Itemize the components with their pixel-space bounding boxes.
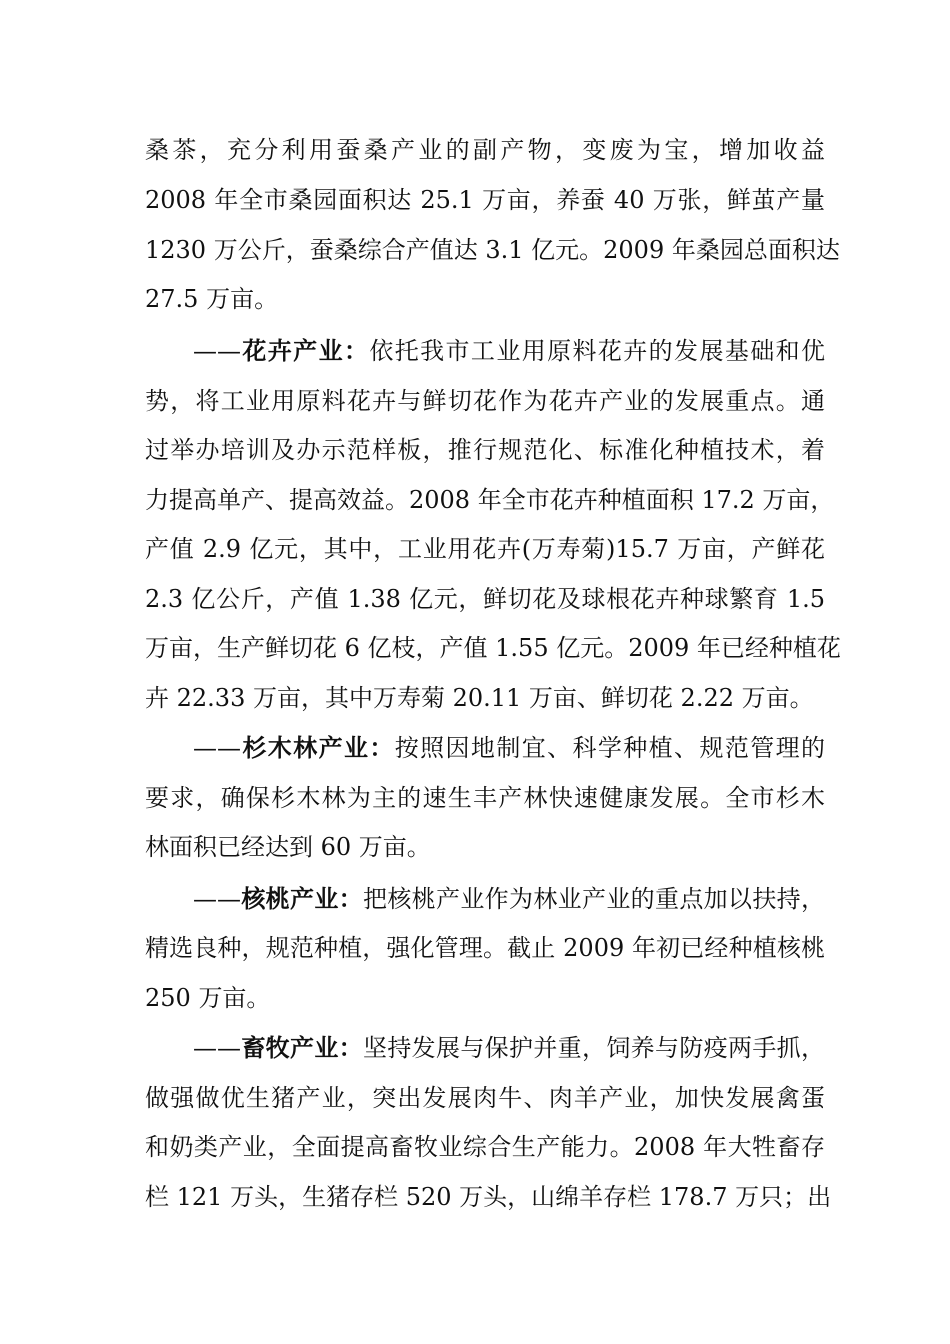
section-heading-walnut (193, 874, 825, 924)
heading-dash: —— (193, 885, 241, 913)
text-line: 过举办培训及办示范样板，推行规范化、标准化种植技术，着 (145, 436, 825, 464)
text-line: 2008 年全市桑园面积达 25.1 万亩，养蚕 40 万张，鲜茧产量 (145, 186, 825, 214)
section-heading-fir (193, 723, 825, 773)
heading-text: 按照因地制宜、科学种植、规范管理的 (394, 734, 826, 762)
heading-text: 坚持发展与保护并重，饲养与防疫两手抓， (363, 1034, 825, 1062)
heading-title: 核桃产业： (241, 884, 363, 913)
text-line: 精选良种，规范种植，强化管理。截止 2009 年初已经种植核桃 (145, 934, 825, 962)
heading-dash: —— (193, 734, 241, 762)
heading-dash: —— (193, 1034, 241, 1062)
text-line: 力提高单产、提高效益。2008 年全市花卉种植面积 17.2 万亩， (145, 486, 835, 514)
text-line: 栏 121 万头，生猪存栏 520 万头，山绵羊存栏 178.7 万只；出 (145, 1183, 832, 1211)
heading-dash: —— (193, 337, 241, 365)
text-line: 林面积已经达到 60 万亩。 (145, 833, 431, 861)
heading-title: 畜牧产业： (241, 1033, 363, 1062)
text-line: 做强做优生猪产业，突出发展肉牛、肉羊产业，加快发展禽蛋 (145, 1084, 825, 1112)
text-line: 1230 万公斤，蚕桑综合产值达 3.1 亿元。2009 年桑园总面积达 (145, 236, 840, 264)
heading-title: 花卉产业： (241, 336, 370, 365)
heading-title: 杉木林产业： (241, 733, 395, 762)
text-line: 2.3 亿公斤，产值 1.38 亿元，鲜切花及球根花卉种球繁育 1.5 (145, 585, 825, 613)
text-line: 27.5 万亩。 (145, 285, 279, 313)
text-line: 桑茶，充分利用蚕桑产业的副产物，变废为宝，增加收益 (145, 136, 825, 164)
text-line: 卉 22.33 万亩，其中万寿菊 20.11 万亩、鲜切花 2.22 万亩。 (145, 684, 814, 712)
text-line: 和奶类产业，全面提高畜牧业综合生产能力。2008 年大牲畜存 (145, 1133, 825, 1161)
text-line: 250 万亩。 (145, 984, 271, 1012)
text-line: 产值 2.9 亿元，其中，工业用花卉(万寿菊)15.7 万亩，产鲜花 (145, 535, 825, 563)
heading-text: 把核桃产业作为林业产业的重点加以扶持， (363, 885, 825, 913)
section-heading-flowers (193, 326, 825, 376)
text-line: 万亩，生产鲜切花 6 亿枝，产值 1.55 亿元。2009 年已经种植花 (145, 634, 841, 662)
text-line: 要求，确保杉木林为主的速生丰产林快速健康发展。全市杉木 (145, 784, 825, 812)
heading-text: 依托我市工业用原料花卉的发展基础和优 (369, 337, 826, 365)
text-line: 势，将工业用原料花卉与鲜切花作为花卉产业的发展重点。通 (145, 387, 825, 415)
section-heading-livestock (193, 1023, 825, 1073)
